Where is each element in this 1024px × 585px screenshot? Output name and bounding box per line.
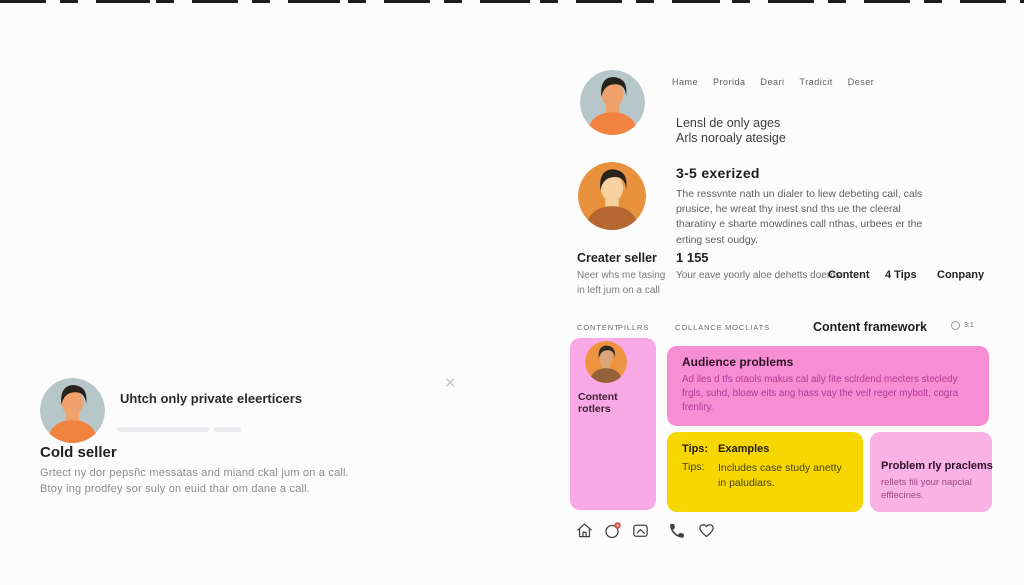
skeleton-bar [214, 427, 241, 432]
nav-item-1[interactable]: Hame [672, 77, 699, 87]
skeleton-bar [117, 427, 209, 432]
link-tips[interactable]: 4 Tips [885, 269, 917, 281]
person-avatar-icon [580, 70, 645, 135]
role-sub-line2: in left jum on a call [577, 285, 660, 296]
profile-avatar [580, 70, 645, 135]
intro-line1: Lensl de only ages [676, 116, 781, 130]
nav-item-2[interactable]: Prorida [713, 77, 746, 87]
person-avatar-icon [585, 341, 627, 383]
link-company[interactable]: Conpany [937, 269, 985, 281]
sidebar-card-label: Content rotlers [578, 391, 618, 415]
person-avatar-icon [40, 378, 105, 443]
left-card-avatar [40, 378, 105, 443]
audience-problems-title: Audience problems [682, 355, 794, 369]
intro-line2: Arls noroaly atesige [676, 131, 786, 145]
close-icon[interactable]: ✕ [444, 375, 457, 392]
heart-icon[interactable] [697, 521, 716, 540]
problem-card-body: rellets fili your napcial efflecines. [881, 477, 972, 502]
top-menubar [0, 0, 1024, 3]
profile-nav [672, 77, 874, 87]
experience-body: The ressvnte nath un dialer to liew debeting cail, cals prusice, he wreat thy inest snd ths ue the cleeral tharatiny e sharte mowdines call nthas, urbees er the erting sest oudgy. [676, 188, 923, 246]
phone-icon[interactable] [667, 521, 686, 540]
experience-avatar [578, 162, 646, 230]
nav-item-4[interactable]: Tradicit [799, 77, 833, 87]
left-card-heading: Cold seller [40, 444, 117, 461]
nav-item-5[interactable]: Deser [847, 77, 875, 87]
examples-header-label: Examples [718, 443, 770, 455]
left-card-title: Uhtch only private eleerticers [120, 391, 303, 406]
tab-content[interactable]: CONTENT [577, 323, 620, 332]
tab-pillrs[interactable]: PILLRS [618, 323, 650, 332]
tips-header-label: Tips: [682, 443, 709, 455]
role-title: Creater seller [577, 251, 657, 265]
sidebar-avatar [585, 341, 627, 383]
audience-problems-body: Ad iles d tfs otaols makus cal aily fite sclrdend mecters stecledy frgls, suhd, bloaw eits ang hass vay the veif reger mybolt, cogra frenliry. [682, 374, 959, 414]
ratio-label: 3:1 [964, 322, 974, 329]
tips-row-label: Tips: [682, 461, 705, 473]
experience-heading: 3-5 exerized [676, 165, 760, 181]
image-icon[interactable] [631, 521, 650, 540]
stat-value: 1 155 [676, 250, 709, 265]
ratio-circle-icon[interactable] [951, 321, 960, 330]
notification-circle-icon[interactable] [603, 521, 622, 540]
role-sub-line1: Neer whs me tasing [577, 270, 666, 281]
tab-mocliats[interactable]: MOCLIATS [725, 323, 770, 332]
link-content[interactable]: Content [828, 269, 870, 281]
problem-card-title: Problem rly praclems [881, 460, 993, 472]
person-avatar-icon [578, 162, 646, 230]
nav-item-3[interactable]: Deari [760, 77, 785, 87]
tab-collance[interactable]: COLLANCE [675, 323, 723, 332]
left-card-body-line1: Grtect ny dor pepsñc messatas and miand ckal jum on a call. [40, 467, 349, 479]
home-icon[interactable] [575, 521, 594, 540]
framework-title: Content framework [813, 320, 927, 334]
tips-row-text: Includes case study anetty in paludiars. [718, 462, 842, 489]
stat-value-caption: Your eave yoorly aloe dehetts doems [676, 270, 841, 281]
left-card-body-line2: Btoy ing prodfey sor suly on euid thar om dane a call. [40, 483, 311, 495]
